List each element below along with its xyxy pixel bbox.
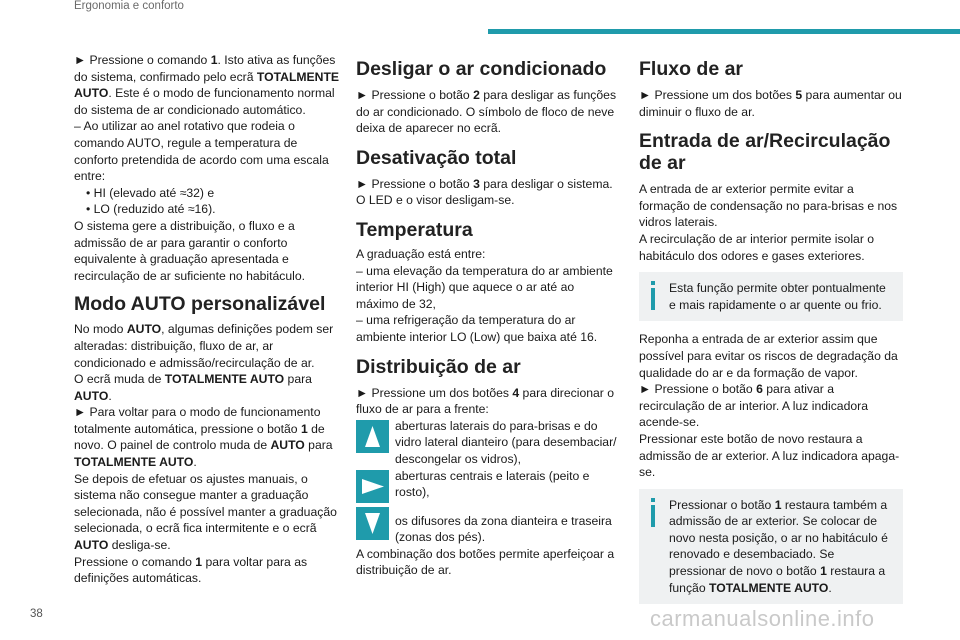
heading-desativacao: Desativação total <box>356 146 517 169</box>
paragraph <box>74 371 342 404</box>
distribution-option-face <box>356 468 620 501</box>
paragraph: Reponha a entrada de ar exterior assim que possível para evitar os riscos de degradação da qualidade do ar e da formação de vapor. <box>639 332 898 380</box>
text-run: . Isto ativa as funções do sistema, confirmado pelo ecrã <box>74 53 336 84</box>
text-run: No modo <box>74 322 127 337</box>
column-3 <box>639 58 903 604</box>
text-run: ► Pressione o botão <box>356 176 474 191</box>
text-run: . Este é o modo de funcionamento normal do sistema de ar condicionado automático. <box>74 86 335 117</box>
text-run: para voltar para as definições automáticas. <box>74 554 308 586</box>
column-1 <box>74 52 342 587</box>
paragraph <box>74 321 342 371</box>
text-run: ► Pressione um dos botões <box>356 385 513 400</box>
bold-text: 1 <box>300 421 308 436</box>
paragraph <box>74 554 342 587</box>
bold-text: 1 <box>210 53 218 67</box>
note-text: Esta função permite obter pontualmente e mais rapidamente o ar quente ou frio. <box>669 281 886 312</box>
bold-text: AUTO <box>74 538 109 553</box>
option-text: aberturas centrais e laterais (peito e rosto), <box>395 468 590 500</box>
bold-text: AUTO <box>74 388 109 403</box>
bullet-item: • HI (elevado até ≈32) e <box>86 185 215 200</box>
header-accent-bar <box>488 29 960 34</box>
bold-text: 1 <box>820 564 827 579</box>
text-run: Pressione o comando <box>74 554 196 569</box>
bold-text: AUTO <box>270 438 305 453</box>
text-run: ► Pressione o botão <box>639 382 757 397</box>
text-run: ► Pressione um dos botões <box>639 88 796 102</box>
info-note <box>639 272 903 321</box>
text-run: desliga-se. <box>108 538 171 553</box>
paragraph <box>639 87 903 120</box>
heading-temperatura: Temperatura <box>356 218 473 241</box>
heading-modo-auto: Modo AUTO personalizável <box>74 293 326 316</box>
text-run: para desligar o sistema. O LED e o visor desligam-se. <box>356 176 613 208</box>
paragraph <box>356 87 620 137</box>
paragraph: O sistema gere a distribuição, o fluxo e a admissão de ar para garantir o conforto equivalente à graduação apresentada e recirculação de ar suficiente no habitáculo. <box>74 218 306 283</box>
text-run: restaura também a admissão de ar exterior. Se colocar de novo nesta posição, o ar no habitáculo é renovado e desembaciado. Se pressionar de novo o botão <box>669 497 888 579</box>
paragraph: – Ao utilizar ao anel rotativo que rodeia o comando AUTO, regule a temperatura de conforto pretendida de acordo com uma escala entre: <box>74 119 329 184</box>
windscreen-airflow-icon <box>356 420 389 453</box>
info-icon <box>651 281 655 311</box>
text-run: . <box>108 388 112 403</box>
paragraph <box>639 381 903 431</box>
distribution-option-feet <box>356 505 620 546</box>
page-number: 38 <box>30 608 43 620</box>
paragraph <box>74 52 342 118</box>
bold-text: 6 <box>756 382 763 397</box>
text-run: para aumentar ou diminuir o fluxo de ar. <box>639 88 902 119</box>
text-run: ► Pressione o comando <box>74 53 211 67</box>
face-airflow-icon <box>356 470 389 503</box>
text-run: . <box>193 455 197 470</box>
heading-distribuicao: Distribuição de ar <box>356 355 521 378</box>
paragraph: – uma elevação da temperatura do ar ambiente interior HI (High) que aquece o ar até ao máximo de 32, <box>356 263 613 311</box>
bold-text: 1 <box>195 554 203 569</box>
text-run: para <box>304 438 333 453</box>
text-run: ► Pressione o botão <box>356 88 474 102</box>
info-icon <box>651 498 655 528</box>
paragraph <box>356 385 620 418</box>
text-run: ► Para voltar para o modo de funcionamento totalmente automática, pressione o botão <box>74 405 321 436</box>
text-run: para <box>284 372 312 387</box>
text-run: Se depois de efetuar os ajustes manuais, o sistema não consegue manter a graduação selecionada, não é possível manter a graduação selecionada, o ecrã fica intermitente e o ecrã <box>74 471 337 536</box>
bold-text: TOTALMENTE AUTO <box>74 69 340 101</box>
text-run: para direcionar o fluxo de ar para a frente: <box>356 385 615 417</box>
column-2 <box>356 58 620 579</box>
bold-text: 3 <box>473 176 480 191</box>
option-text: aberturas laterais do para-brisas e do vidro lateral dianteiro (para desembaciar/ descongelar os vidros), <box>395 418 617 466</box>
watermark: carmanualsonline.info <box>650 606 875 631</box>
bold-text: TOTALMENTE AUTO <box>164 372 285 387</box>
paragraph: – uma refrigeração da temperatura do ar ambiente interior LO (Low) que baixa até 16. <box>356 313 598 344</box>
distribution-option-windscreen <box>356 418 620 468</box>
text-run: , algumas definições podem ser alteradas: distribuição, fluxo de ar, ar condicionado e admissão/recirculação de ar. <box>74 322 334 370</box>
bullet-item: • LO (reduzido até ≈16). <box>86 202 216 217</box>
bold-text: TOTALMENTE AUTO <box>708 580 829 595</box>
text-run: de novo. O painel de controlo muda de <box>74 421 325 453</box>
bold-text: TOTALMENTE AUTO <box>74 455 194 470</box>
text-run: Pressionar o botão <box>669 497 775 512</box>
info-note <box>639 489 903 605</box>
text-run: O ecrã muda de <box>74 372 165 387</box>
bold-text: 2 <box>473 88 480 102</box>
paragraph <box>74 404 342 470</box>
text-run: para desligar as funções do ar condicionado. O símbolo de floco de neve deixa de aparecer no ecrã. <box>356 88 617 136</box>
option-text: os difusores da zona dianteira e traseira (zonas dos pés). <box>395 513 612 545</box>
heading-entrada: Entrada de ar/Recirculação de ar <box>639 130 891 175</box>
heading-desligar: Desligar o ar condicionado <box>356 58 607 80</box>
text-run: . <box>828 580 832 595</box>
paragraph: A graduação está entre: <box>356 246 486 261</box>
text-run: restaura a função <box>669 564 886 595</box>
heading-fluxo: Fluxo de ar <box>639 58 744 80</box>
paragraph: A recirculação de ar interior permite isolar o habitáculo dos odores e gases exteriores. <box>639 231 875 263</box>
note-text <box>669 498 888 595</box>
paragraph: A entrada de ar exterior permite evitar a formação de condensação no para-brisas e nos vidros laterais. <box>639 182 898 230</box>
header-title: Ergonomia e conforto <box>74 0 184 12</box>
feet-airflow-icon <box>356 507 389 540</box>
bold-text: AUTO <box>126 322 162 337</box>
paragraph: A combinação dos botões permite aperfeiçoar a distribuição de ar. <box>356 546 615 578</box>
bold-text: 5 <box>795 88 803 102</box>
bold-text: 1 <box>774 497 782 512</box>
paragraph <box>74 471 342 554</box>
paragraph: Pressionar este botão de novo restaura a admissão de ar exterior. A luz indicadora apaga-se. <box>639 431 900 480</box>
paragraph <box>356 176 620 209</box>
bold-text: 4 <box>512 385 520 400</box>
text-run: para ativar a recirculação de ar interior. A luz indicadora acende-se. <box>639 382 868 430</box>
